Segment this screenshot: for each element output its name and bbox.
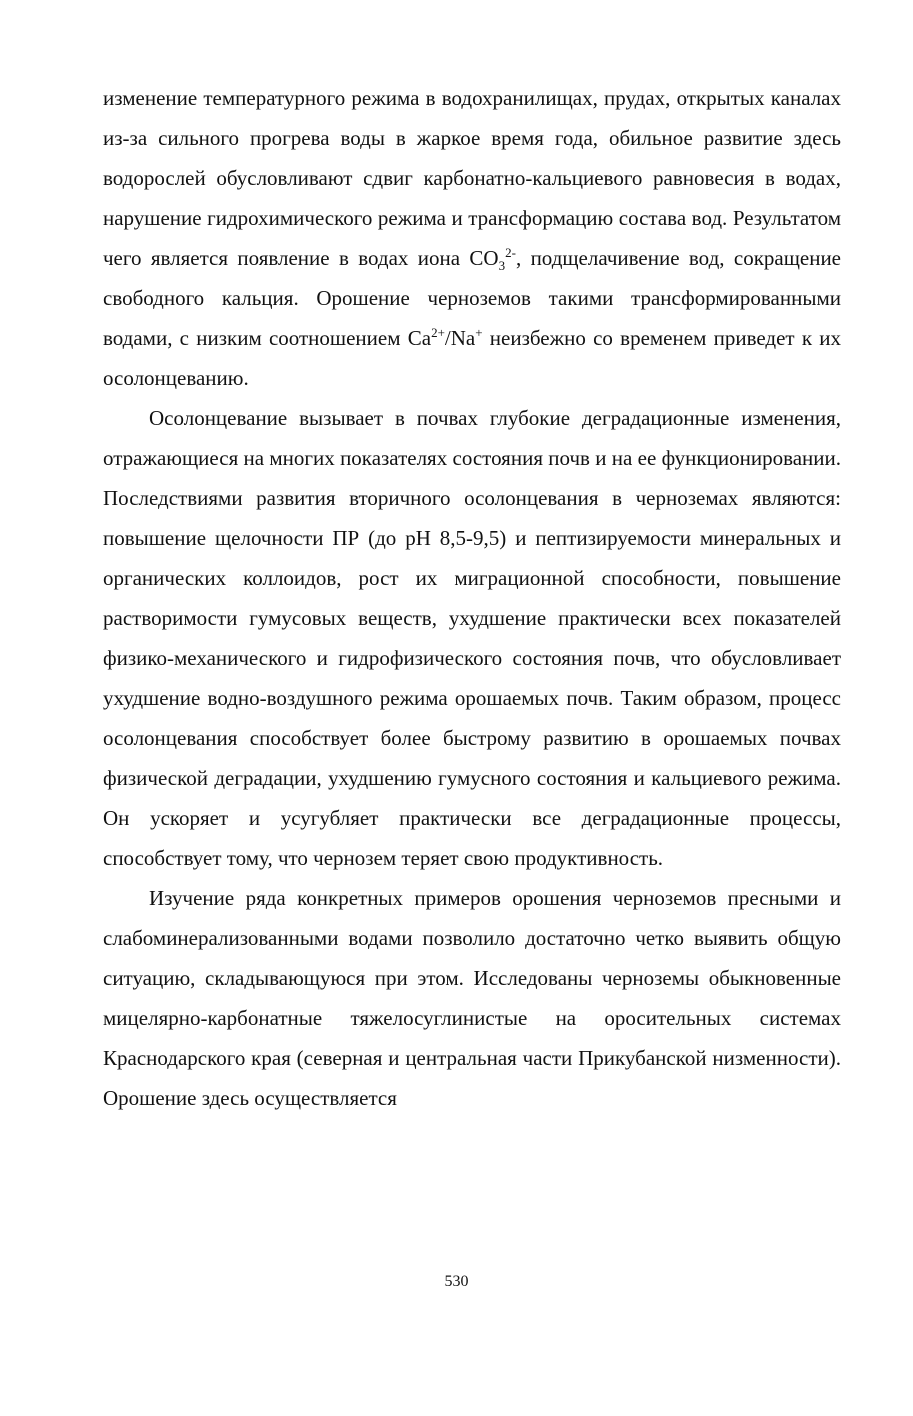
paragraph-2: Осолонцевание вызывает в почвах глубокие деградационные изменения, отражающиеся на многих показателях состояния почв и на ее функционировании. Последствиями развития вторичного осолонцевания в черноземах являются: повышение щелочности ПР (до pH 8,5-9,5) и пептизируемости минеральных и органических коллоидов, рост их миграционной способности, повышение растворимости гумусовых веществ, ухудшение практически всех показателей физико-механического и гидрофизического состояния почв, что обусловливает ухудшение водно-воздушного режима орошаемых почв. Таким образом, процесс осолонцевания способствует более быстрому развитию в орошаемых почвах физической деградации, ухудшению гумусного состояния и кальциевого режима. Он ускоряет и усугубляет практически все деградационные процессы, способствует тому, что чернозем теряет свою продуктивность. (103, 406, 841, 870)
calcium-charge: 2+ (431, 325, 445, 340)
carbonate-charge: 2- (505, 245, 516, 260)
document-page (103, 78, 841, 1118)
paragraph-1-text-a: изменение температурного режима в водохранилищах, прудах, открытых каналах из-за сильного прогрева воды в жаркое время года, обильное развитие здесь водорослей обусловливают сдвиг карбонатно-кальциевого равновесия в водах, нарушение гидрохимического режима и трансформацию состава вод. Результатом чего является появление в водах иона CO (103, 86, 841, 270)
paragraph-3: Изучение ряда конкретных примеров орошения черноземов пресными и слабоминерализованными водами позволило достаточно четко выявить общую ситуацию, складывающуюся при этом. Исследованы черноземы обыкновенные мицелярно-карбонатные тяжелосуглинистые на оросительных системах Краснодарского края (северная и центральная части Прикубанской низменности). Орошение здесь осуществляется (103, 886, 841, 1110)
paragraph-1-text-b: , подщелачивение вод, сокращение свободного кальция. Орошение черноземов такими трансформированными водами, с низким соотношением Ca (103, 246, 841, 350)
carbonate-subscript: 3 (498, 258, 506, 274)
sodium-charge: + (475, 325, 483, 340)
paragraph-1-text-d: неизбежно со временем приведет к их осолонцеванию. (103, 326, 841, 390)
paragraph-1 (103, 78, 841, 398)
page-number: 530 (444, 1273, 469, 1290)
paragraph-1-text-c: /Na (444, 326, 476, 350)
